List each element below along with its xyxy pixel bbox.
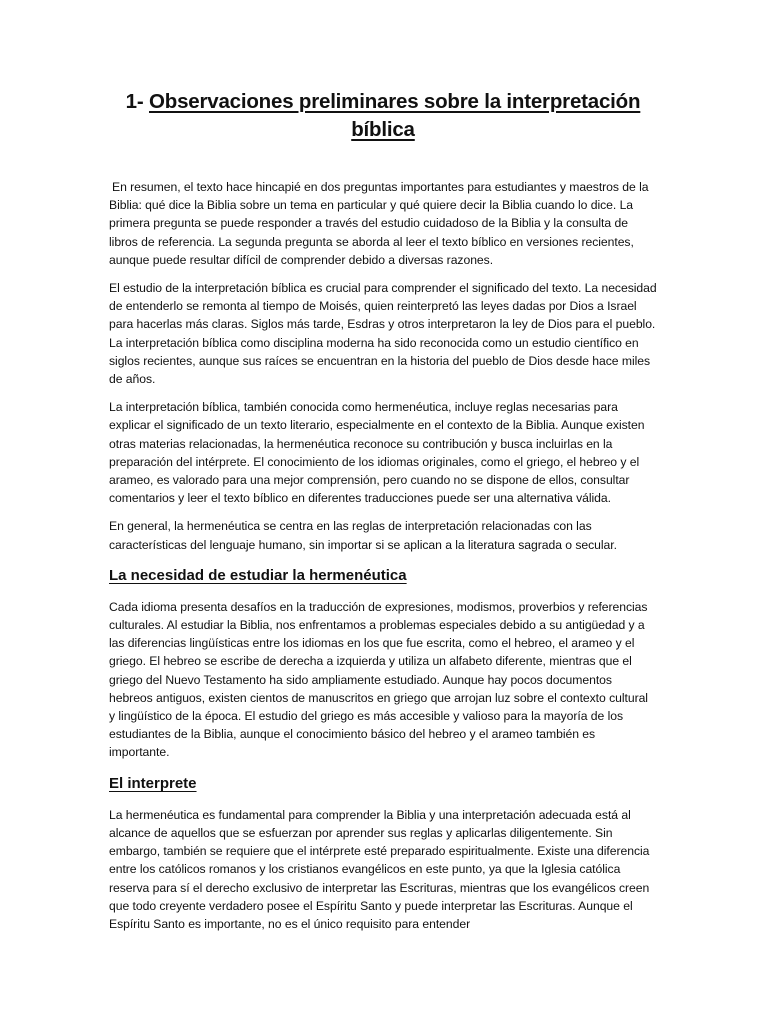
section-heading-necessity: La necesidad de estudiar la hermenéutica xyxy=(109,566,407,584)
paragraph-summary: En resumen, el texto hace hincapié en dos preguntas importantes para estudiantes y maestros de la Biblia: qué dice la Biblia sobre un tema en particular y qué quiere decir la Biblia cuando lo dice. La primera pregunta se puede responder a través del estudio cuidadoso de la Biblia y la consulta de libros de referencia. La segunda pregunta se aborda al leer el texto bíblico en versiones recientes, aunque puede resultar difícil de comprender debido a diversas razones. xyxy=(109,180,649,267)
document-title xyxy=(109,88,657,144)
paragraph-languages: Cada idioma presenta desafíos en la traducción de expresiones, modismos, proverbios y referencias culturales. Al estudiar la Biblia, nos enfrentamos a problemas especiales debido a su antigüedad y a las diferencias lingüísticas entre los idiomas en los que fue escrita, como el hebreo, el arameo y el griego. El hebreo se escribe de derecha a izquierda y utiliza un alfabeto diferente, mientras que el griego del Nuevo Testamento ha sido ampliamente estudiado. Aunque hay pocos documentos hebreos antiguos, existen cientos de manuscritos en griego que arrojan luz sobre el contexto cultural y lingüístico de la época. El estudio del griego es más accesible y valioso para la mayoría de los estudiantes de la Biblia, aunque el conocimiento básico del hebreo y el arameo también es importante. xyxy=(109,599,648,760)
title-number: 1- xyxy=(125,90,149,113)
paragraph-hermeneutics-definition: La interpretación bíblica, también conocida como hermenéutica, incluye reglas necesarias para explicar el significado de un texto literario, especialmente en el contexto de la Biblia. Aunque existen otras materias relacionadas, la hermenéutica reconoce su contribución y busca incluirlas en la preparación del intérprete. El conocimiento de los idiomas originales, como el griego, el hebreo y el arameo, es valorado para una mejor comprensión, pero cuando no se dispone de ellos, consultar comentarios y leer el texto bíblico en diferentes traducciones puede ser una alternativa válida. xyxy=(109,400,645,506)
document-page xyxy=(109,88,657,943)
section-heading-interpreter: El interprete xyxy=(109,774,197,792)
paragraph-interpreter: La hermenéutica es fundamental para comprender la Biblia y una interpretación adecuada está al alcance de aquellos que se esfuerzan por aprender sus reglas y aplicarlas diligentemente. Sin embargo, también se requiere que el intérprete esté preparado espiritualmente. Existe una diferencia entre los católicos romanos y los cristianos evangélicos en este punto, ya que la Iglesia católica reserva para sí el derecho exclusivo de interpretar las Escrituras, mientras que los evangélicos creen que todo creyente verdadero posee el Espíritu Santo y puede interpretar las Escrituras. Aunque el Espíritu Santo es importante, no es el único requisito para entender xyxy=(109,807,650,931)
title-text: Observaciones preliminares sobre la interpretación bíblica xyxy=(149,90,641,141)
paragraph-study-importance: El estudio de la interpretación bíblica es crucial para comprender el significado del texto. La necesidad de entenderlo se remonta al tiempo de Moisés, quien reinterpretó las leyes dadas por Dios a Israel para hacerlas más claras. Siglos más tarde, Esdras y otros interpretaron la ley de Dios para el pueblo. La interpretación bíblica como disciplina moderna ha sido reconocida como un estudio científico en siglos recientes, aunque sus raíces se encuentran en la historia del pueblo de Dios desde hace miles de años. xyxy=(109,281,657,387)
paragraph-general: En general, la hermenéutica se centra en las reglas de interpretación relacionadas con las características del lenguaje humano, sin importar si se aplican a la literatura sagrada o secular. xyxy=(109,519,617,552)
